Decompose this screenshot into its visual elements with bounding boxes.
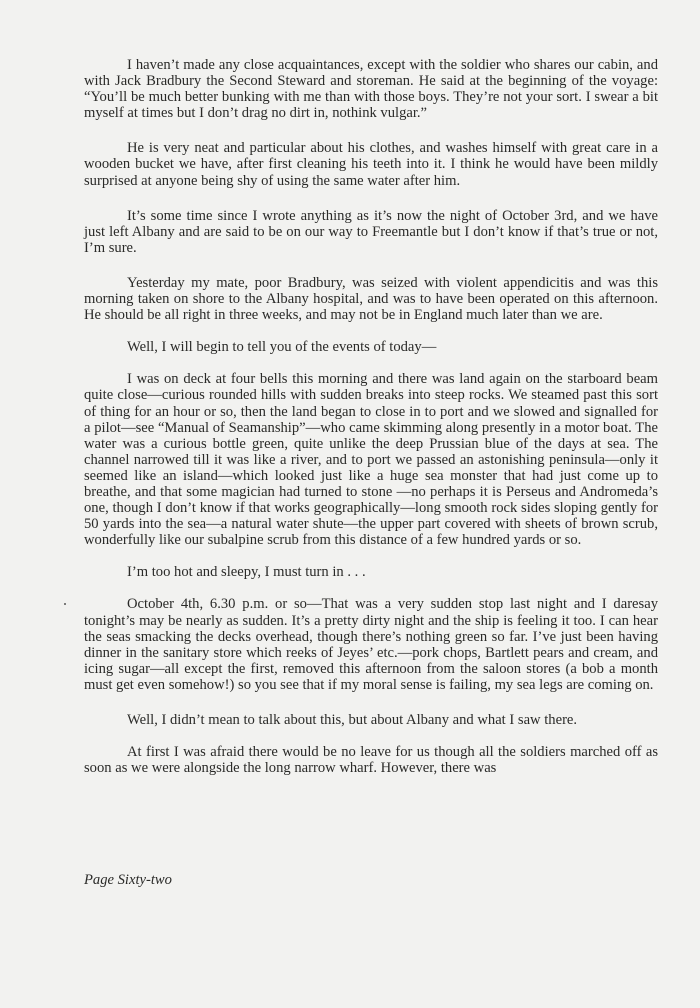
body-text	[84, 57, 658, 776]
paragraph: October 4th, 6.30 p.m. or so—That was a very sudden stop last night and I daresay tonight’s may be nearly as sudden. It’s a pretty dirty night and the ship is feeling it too. I can hear the seas smacking the decks overhead, though there’s nothing green so far. I’ve just been having dinner in the sanitary store which reeks of Jeyes’ etc.—pork chops, Bartlett pears and cream, and icing sugar—all except the first, removed this afternoon from the saloon stores (a bob a month must get even somehow!) so you see that if my moral sense is failing, my sea legs are coming on.	[84, 596, 658, 693]
paragraph: He is very neat and particular about his clothes, and washes himself with great care in a wooden bucket we have, after first cleaning his teeth into it. I think he would have been mildly surprised at anyone being shy of using the same water after him.	[84, 140, 658, 189]
paragraph: At first I was afraid there would be no leave for us though all the soldiers marched off as soon as we were alongside the long narrow wharf. However, there was	[84, 744, 658, 777]
paragraph: I was on deck at four bells this morning and there was land again on the starboard beam quite close—curious rounded hills with sudden breaks into steep rocks. We steamed past this sort of thing for an hour or so, then the land began to close in to port and we slowed and signalled for a pilot—see “Manual of Seamanship”—who came skimming along presently in a motor boat. The water was a curious bottle green, quite unlike the deep Prussian blue of the days at sea. The channel narrowed till it was like a river, and to port we passed an astonishing peninsula—only it seemed like an island—which looked just like a huge sea monster that had just come up to breathe, and that some magician had turned to stone —no perhaps it is Perseus and Andromeda’s one, though I don’t know if that works geographically—long smooth rock sides sloping gently for 50 yards into the sea—a natural water shute—the upper part covered with sheets of brown scrub, wonderfully like our subalpine scrub from this distance of a few hundred yards or so.	[84, 371, 658, 549]
paragraph: Yesterday my mate, poor Bradbury, was seized with violent appendicitis and was this morning taken on shore to the Albany hospital, and was to have been operated on this afternoon. He should be all right in three weeks, and may not be in England much later than we are.	[84, 274, 658, 324]
paragraph: I haven’t made any close acquaintances, except with the soldier who shares our cabin, and with Jack Bradbury the Second Steward and storeman. He said at the beginning of the voyage: “You’ll be much better bunking with me than with those boys. They’re not your sort. I swear a bit myself at times but I don’t drag no dirt in, nothink vulgar.”	[84, 57, 658, 122]
page-number: Page Sixty-two	[84, 872, 172, 888]
paragraph: It’s some time since I wrote anything as it’s now the night of October 3rd, and we have just left Albany and are said to be on our way to Freemantle but I don’t know if that’s true or not, I’m sure.	[84, 207, 658, 256]
ink-speck	[64, 603, 66, 605]
paragraph: Well, I didn’t mean to talk about this, but about Albany and what I saw there.	[127, 712, 578, 728]
paragraph: I’m too hot and sleepy, I must turn in . . .	[127, 564, 366, 581]
paragraph: Well, I will begin to tell you of the events of today—	[127, 339, 437, 356]
